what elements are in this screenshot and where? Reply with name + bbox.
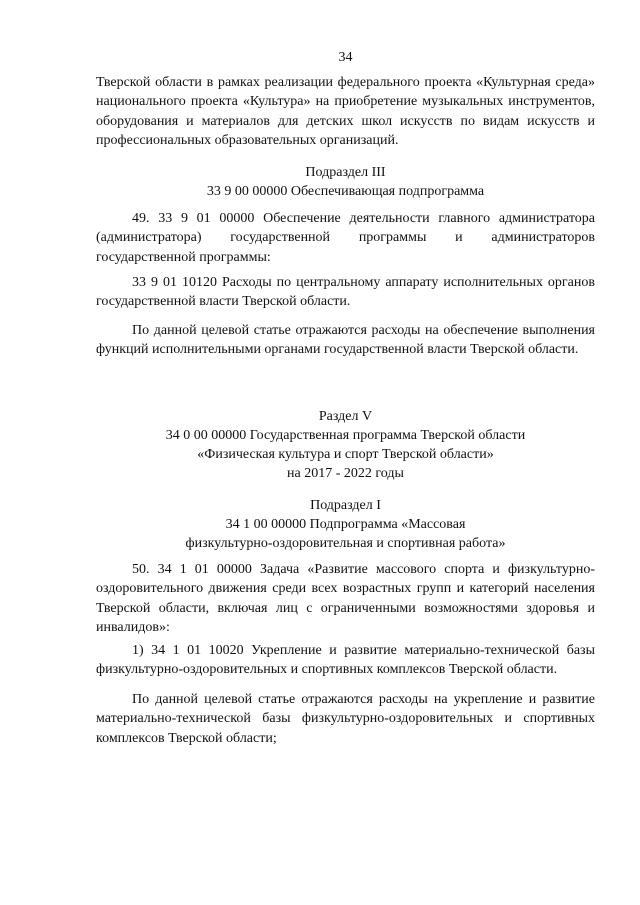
paragraph-target-article-2: По данной целевой статье отражаются расходы на укрепление и развитие материально-технической базы физкультурно-оздоровительных и спортивных комплексов Тверской области; — [96, 692, 595, 746]
section-5-line-1: 34 0 00 00000 Государственная программа Тверской области — [165, 428, 526, 443]
section-5-line-3: на 2017 - 2022 годы — [287, 466, 404, 481]
subsection-1-line-1: 34 1 00 00000 Подпрограмма «Массовая — [225, 517, 466, 532]
section-5-title: Раздел V — [318, 409, 373, 424]
page-number: 34 — [338, 50, 353, 65]
subsection-3-title: Подраздел III — [305, 165, 386, 180]
section-5-line-2: «Физическая культура и спорт Тверской области» — [197, 447, 494, 462]
paragraph-50: 50. 34 1 01 00000 Задача «Развитие массового спорта и физкультурно-оздоровительного движения среди всех возрастных групп и категорий населения Тверской области, включая лиц с ограниченными возможностями здоровья и инвалидов»: — [96, 562, 595, 635]
subsection-3-name: 33 9 00 00000 Обеспечивающая подпрограмма — [206, 184, 485, 199]
paragraph-49: 49. 33 9 01 00000 Обеспечение деятельности главного администратора (администратора) государственной программы и администраторов государственной программы: — [96, 211, 595, 265]
paragraph-33-9-01-10120: 33 9 01 10120 Расходы по центральному аппарату исполнительных органов государственной власти Тверской области. — [96, 275, 595, 310]
paragraph-target-article-1: По данной целевой статье отражаются расходы на обеспечение выполнения функций исполнительными органами государственной власти Тверской области. — [96, 323, 595, 358]
paragraph-cultural-environment: Тверской области в рамках реализации федерального проекта «Культурная среда» национального проекта «Культура» на приобретение музыкальных инструментов, оборудования и материалов для детских школ искусств по видам искусств и профессиональных образовательных организаций. — [96, 75, 595, 148]
paragraph-34-1-01-10020: 1) 34 1 01 10020 Укрепление и развитие материально-технической базы физкультурно-оздоровительных и спортивных комплексов Тверской области. — [96, 643, 595, 678]
subsection-1-title: Подраздел I — [310, 498, 381, 513]
subsection-1-line-2: физкультурно-оздоровительная и спортивная работа» — [185, 536, 506, 551]
